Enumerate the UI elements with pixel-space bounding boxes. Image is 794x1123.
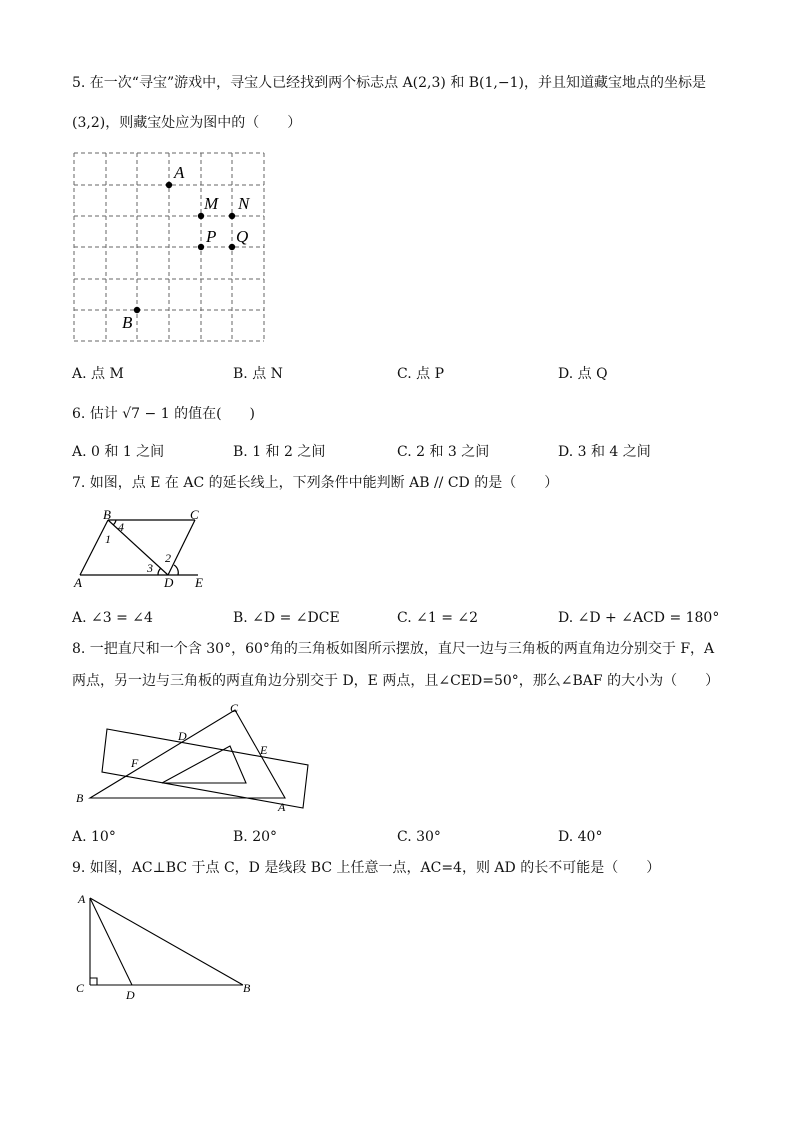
q9-label-d: D bbox=[126, 988, 135, 1002]
point-q-label: Q bbox=[236, 227, 249, 246]
q8-option-d: D. 40° bbox=[558, 829, 603, 845]
q7-option-c: C. ∠1 = ∠2 bbox=[397, 610, 479, 626]
q7-angle-1: 1 bbox=[105, 532, 111, 546]
q8-label-d: D bbox=[178, 729, 187, 743]
q7-option-a: A. ∠3 = ∠4 bbox=[72, 610, 153, 626]
q8-label-e: E bbox=[260, 743, 268, 757]
q5-stem-line2: (3,2)，则藏宝处应为图中的（ ） bbox=[72, 115, 302, 131]
q6-option-c: C. 2 和 3 之间 bbox=[397, 444, 490, 460]
q5-grid-lines bbox=[74, 153, 264, 341]
q7-option-d: D. ∠D + ∠ACD = 180° bbox=[558, 610, 720, 626]
q7-figure bbox=[70, 505, 215, 595]
q7-stem: 7. 如图，点 E 在 AC 的延长线上，下列条件中能判断 AB // CD 的是（ ） bbox=[72, 475, 559, 491]
q8-label-c: C bbox=[230, 701, 239, 715]
q5-option-b: B. 点 N bbox=[233, 366, 283, 382]
point-p-label: P bbox=[206, 227, 217, 246]
q5-grid-figure bbox=[68, 148, 274, 348]
q9-label-c: C bbox=[76, 981, 85, 995]
point-a-dot bbox=[166, 182, 172, 188]
q9-stem: 9. 如图，AC⊥BC 于点 C，D 是线段 BC 上任意一点，AC=4，则 AD 的长不可能是（ ） bbox=[72, 860, 661, 876]
q6-option-a: A. 0 和 1 之间 bbox=[72, 444, 165, 460]
q5-option-d: D. 点 Q bbox=[558, 366, 608, 382]
q8-label-f: F bbox=[131, 756, 139, 770]
q7-label-d: D bbox=[164, 575, 174, 590]
q8-option-a: A. 10° bbox=[72, 829, 116, 845]
segment-ad bbox=[90, 898, 132, 985]
q8-stem-line1: 8. 一把直尺和一个含 30°，60°角的三角板如图所示摆放，直尺一边与三角板的两直角边分别交于 F，A bbox=[72, 641, 715, 657]
right-angle-mark bbox=[90, 978, 97, 985]
big-triangle bbox=[90, 710, 285, 798]
point-m-dot bbox=[198, 213, 204, 219]
q9-label-a: A bbox=[78, 892, 86, 906]
point-b-dot bbox=[134, 307, 140, 313]
q8-stem-line2: 两点，另一边与三角板的两直角边分别交于 D，E 两点，且∠CED=50°，那么∠BAF 的大小为（ ） bbox=[72, 673, 720, 689]
segment-ab bbox=[90, 898, 243, 985]
q8-label-b: B bbox=[76, 791, 84, 805]
q7-option-b: B. ∠D = ∠DCE bbox=[233, 610, 340, 626]
q5-option-c: C. 点 P bbox=[397, 366, 444, 382]
point-n-dot bbox=[229, 213, 235, 219]
q7-label-e: E bbox=[195, 575, 203, 590]
q8-label-a: A bbox=[278, 800, 286, 814]
q7-lines bbox=[80, 520, 198, 575]
q6-option-b: B. 1 和 2 之间 bbox=[233, 444, 326, 460]
q7-angle-2: 2 bbox=[165, 551, 171, 565]
q6-stem: 6. 估计 √7 − 1 的值在( ) bbox=[72, 406, 255, 422]
q8-option-b: B. 20° bbox=[233, 829, 278, 845]
point-n-label: N bbox=[238, 194, 250, 213]
q9-label-b: B bbox=[243, 981, 251, 995]
q7-angle-4: 4 bbox=[118, 520, 124, 534]
point-p-dot bbox=[198, 244, 204, 250]
q8-figure bbox=[70, 700, 315, 816]
q7-angle-3: 3 bbox=[147, 561, 153, 575]
point-b-label: B bbox=[122, 313, 133, 332]
q7-label-b: B bbox=[103, 507, 111, 522]
q9-figure bbox=[70, 888, 265, 1003]
point-q-dot bbox=[229, 244, 235, 250]
point-m-label: M bbox=[204, 194, 219, 213]
point-a-label: A bbox=[174, 163, 185, 182]
q5-option-a: A. 点 M bbox=[72, 366, 124, 382]
q5-stem-line1: 5. 在一次“寻宝”游戏中，寻宝人已经找到两个标志点 A(2,3) 和 B(1,−1)，并且知道藏宝地点的坐标是 bbox=[72, 75, 706, 91]
q8-option-c: C. 30° bbox=[397, 829, 441, 845]
q7-label-c: C bbox=[190, 507, 199, 522]
q7-label-a: A bbox=[74, 575, 82, 590]
q6-option-d: D. 3 和 4 之间 bbox=[558, 444, 651, 460]
